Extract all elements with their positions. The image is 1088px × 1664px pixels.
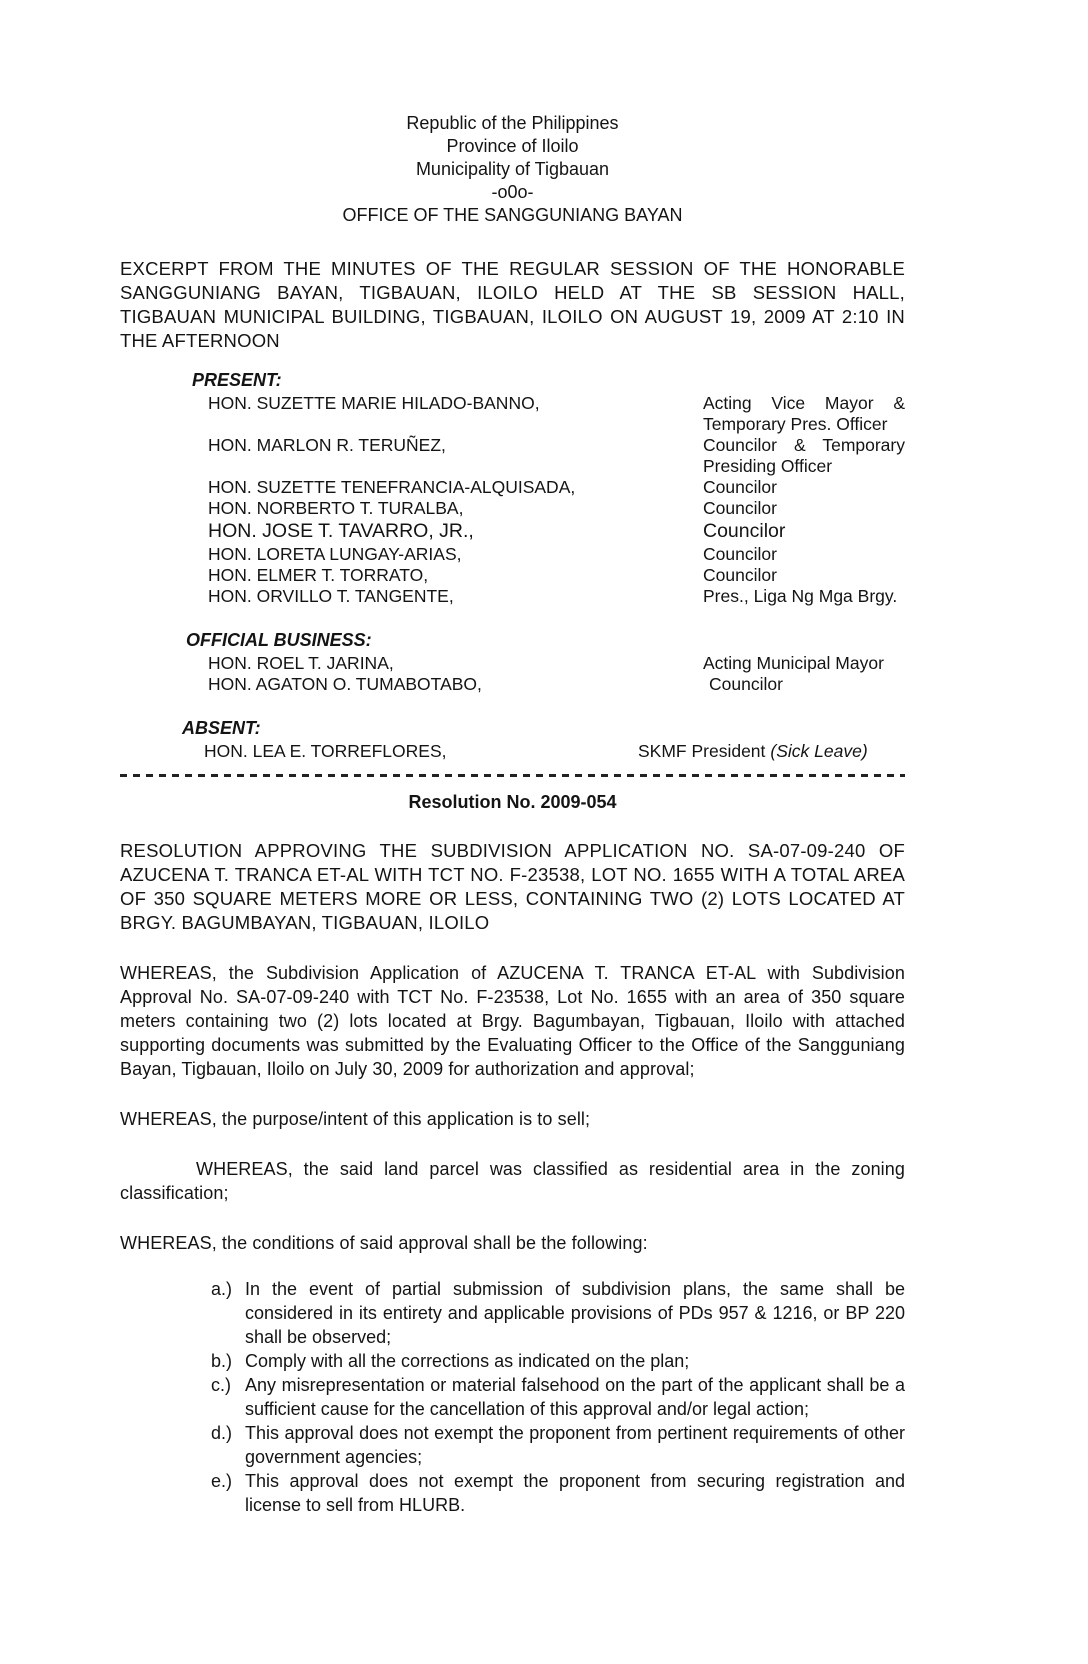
member-role-note: (Sick Leave) bbox=[770, 741, 868, 761]
member-row bbox=[120, 477, 905, 498]
member-row bbox=[120, 565, 905, 586]
excerpt-paragraph: EXCERPT FROM THE MINUTES OF THE REGULAR SESSION OF THE HONORABLE SANGGUNIANG BAYAN, TIGBAUAN, ILOILO HELD AT THE SB SESSION HALL, TIGBAUAN MUNICIPAL BUILDING, TIGBAUAN, ILOILO ON AUGUST 19, 2009 AT 2:10 IN THE AFTERNOON bbox=[120, 258, 905, 351]
condition-text: This approval does not exempt the proponent from securing registration and license to sell from HLURB. bbox=[245, 1471, 905, 1515]
absent-list bbox=[120, 741, 905, 762]
conditions-list bbox=[211, 1277, 905, 1517]
member-role: Pres., Liga Ng Mga Brgy. bbox=[703, 586, 898, 606]
member-name: HON. AGATON O. TUMABOTABO, bbox=[208, 674, 482, 694]
header-republic: Republic of the Philippines bbox=[406, 113, 619, 133]
member-row bbox=[120, 544, 905, 565]
condition-marker: d.) bbox=[211, 1423, 233, 1443]
member-name: HON. ORVILLO T. TANGENTE, bbox=[208, 586, 454, 606]
whereas-paragraph-4: WHEREAS, the conditions of said approval shall be the following: bbox=[120, 1233, 648, 1253]
member-name: HON. ELMER T. TORRATO, bbox=[208, 565, 429, 585]
condition-marker: a.) bbox=[211, 1279, 233, 1299]
member-role: Councilor bbox=[709, 674, 783, 694]
condition-item bbox=[211, 1421, 905, 1469]
member-row bbox=[120, 498, 905, 519]
member-name: HON. LORETA LUNGAY-ARIAS, bbox=[208, 544, 462, 564]
member-row bbox=[120, 586, 905, 607]
member-role: Acting Municipal Mayor bbox=[703, 653, 884, 673]
resolution-number: Resolution No. 2009-054 bbox=[408, 792, 617, 812]
member-role: Councilor bbox=[703, 520, 786, 542]
condition-item bbox=[211, 1469, 905, 1517]
member-role: Councilor & Temporary Presiding Officer bbox=[703, 435, 905, 476]
condition-text: Comply with all the corrections as indicated on the plan; bbox=[245, 1351, 690, 1371]
absent-heading: ABSENT: bbox=[182, 718, 261, 738]
condition-item bbox=[211, 1277, 905, 1349]
member-role: Councilor bbox=[703, 477, 777, 497]
document-header bbox=[120, 112, 905, 227]
member-name: HON. ROEL T. JARINA, bbox=[208, 653, 394, 673]
condition-marker: c.) bbox=[211, 1375, 231, 1395]
member-row bbox=[120, 674, 905, 695]
condition-item bbox=[211, 1373, 905, 1421]
header-municipality: Municipality of Tigbauan bbox=[415, 159, 610, 179]
member-row bbox=[120, 741, 905, 762]
header-ornament: -o0o- bbox=[491, 182, 534, 202]
member-role: Councilor bbox=[703, 565, 777, 585]
present-list bbox=[120, 393, 905, 607]
member-role-text: SKMF President bbox=[638, 741, 766, 761]
separator-line bbox=[120, 774, 905, 777]
resolution-title: RESOLUTION APPROVING THE SUBDIVISION APPLICATION NO. SA-07-09-240 OF AZUCENA T. TRANCA ET-AL WITH TCT NO. F-23538, LOT NO. 1655 WITH A TOTAL AREA OF 350 SQUARE METERS MORE OR LESS, CONTAINING TWO (2) LOTS LOCATED AT BRGY. BAGUMBAYAN, TIGBAUAN, ILOILO bbox=[120, 840, 905, 933]
condition-marker: b.) bbox=[211, 1351, 233, 1371]
header-province: Province of Iloilo bbox=[446, 136, 579, 156]
header-office: OFFICE OF THE SANGGUNIANG BAYAN bbox=[342, 205, 683, 225]
condition-marker: e.) bbox=[211, 1471, 233, 1491]
member-name: HON. SUZETTE TENEFRANCIA-ALQUISADA, bbox=[208, 477, 576, 497]
condition-item bbox=[211, 1349, 905, 1373]
member-role: Acting Vice Mayor & Temporary Pres. Officer bbox=[703, 393, 905, 434]
official-business-list bbox=[120, 653, 905, 695]
condition-text: Any misrepresentation or material falsehood on the part of the applicant shall be a sufficient cause for the cancellation of this approval and/or legal action; bbox=[245, 1375, 905, 1419]
member-role: Councilor bbox=[703, 498, 777, 518]
member-name: HON. LEA E. TORREFLORES, bbox=[204, 741, 447, 761]
member-name: HON. MARLON R. TERUÑEZ, bbox=[208, 435, 446, 455]
condition-text: This approval does not exempt the proponent from pertinent requirements of other government agencies; bbox=[245, 1423, 905, 1467]
whereas-paragraph-3: WHEREAS, the said land parcel was classified as residential area in the zoning classification; bbox=[120, 1159, 905, 1203]
member-row bbox=[120, 393, 905, 435]
condition-text: In the event of partial submission of subdivision plans, the same shall be considered in its entirety and applicable provisions of PDs 957 & 1216, or BP 220 shall be observed; bbox=[245, 1279, 905, 1347]
member-name: HON. SUZETTE MARIE HILADO-BANNO, bbox=[208, 393, 540, 413]
whereas-paragraph-1: WHEREAS, the Subdivision Application of AZUCENA T. TRANCA ET-AL with Subdivision Approval No. SA-07-09-240 with TCT No. F-23538, Lot No. 1655 with an area of 350 square meters containing two (2) lots located at Brgy. Bagumbayan, Tigbauan, Iloilo with attached supporting documents was submitted by the Evaluating Officer to the Office of the Sangguniang Bayan, Tigbauan, Iloilo on July 30, 2009 for authorization and approval; bbox=[120, 963, 905, 1079]
whereas-paragraph-2: WHEREAS, the purpose/intent of this application is to sell; bbox=[120, 1109, 591, 1129]
member-name: HON. JOSE T. TAVARRO, JR., bbox=[208, 520, 474, 542]
present-heading: PRESENT: bbox=[192, 370, 282, 390]
member-row bbox=[120, 653, 905, 674]
member-name: HON. NORBERTO T. TURALBA, bbox=[208, 498, 464, 518]
official-business-heading: OFFICIAL BUSINESS: bbox=[186, 630, 372, 650]
member-row bbox=[120, 519, 905, 544]
member-role bbox=[638, 741, 906, 762]
member-role: Councilor bbox=[703, 544, 777, 564]
member-row bbox=[120, 435, 905, 477]
